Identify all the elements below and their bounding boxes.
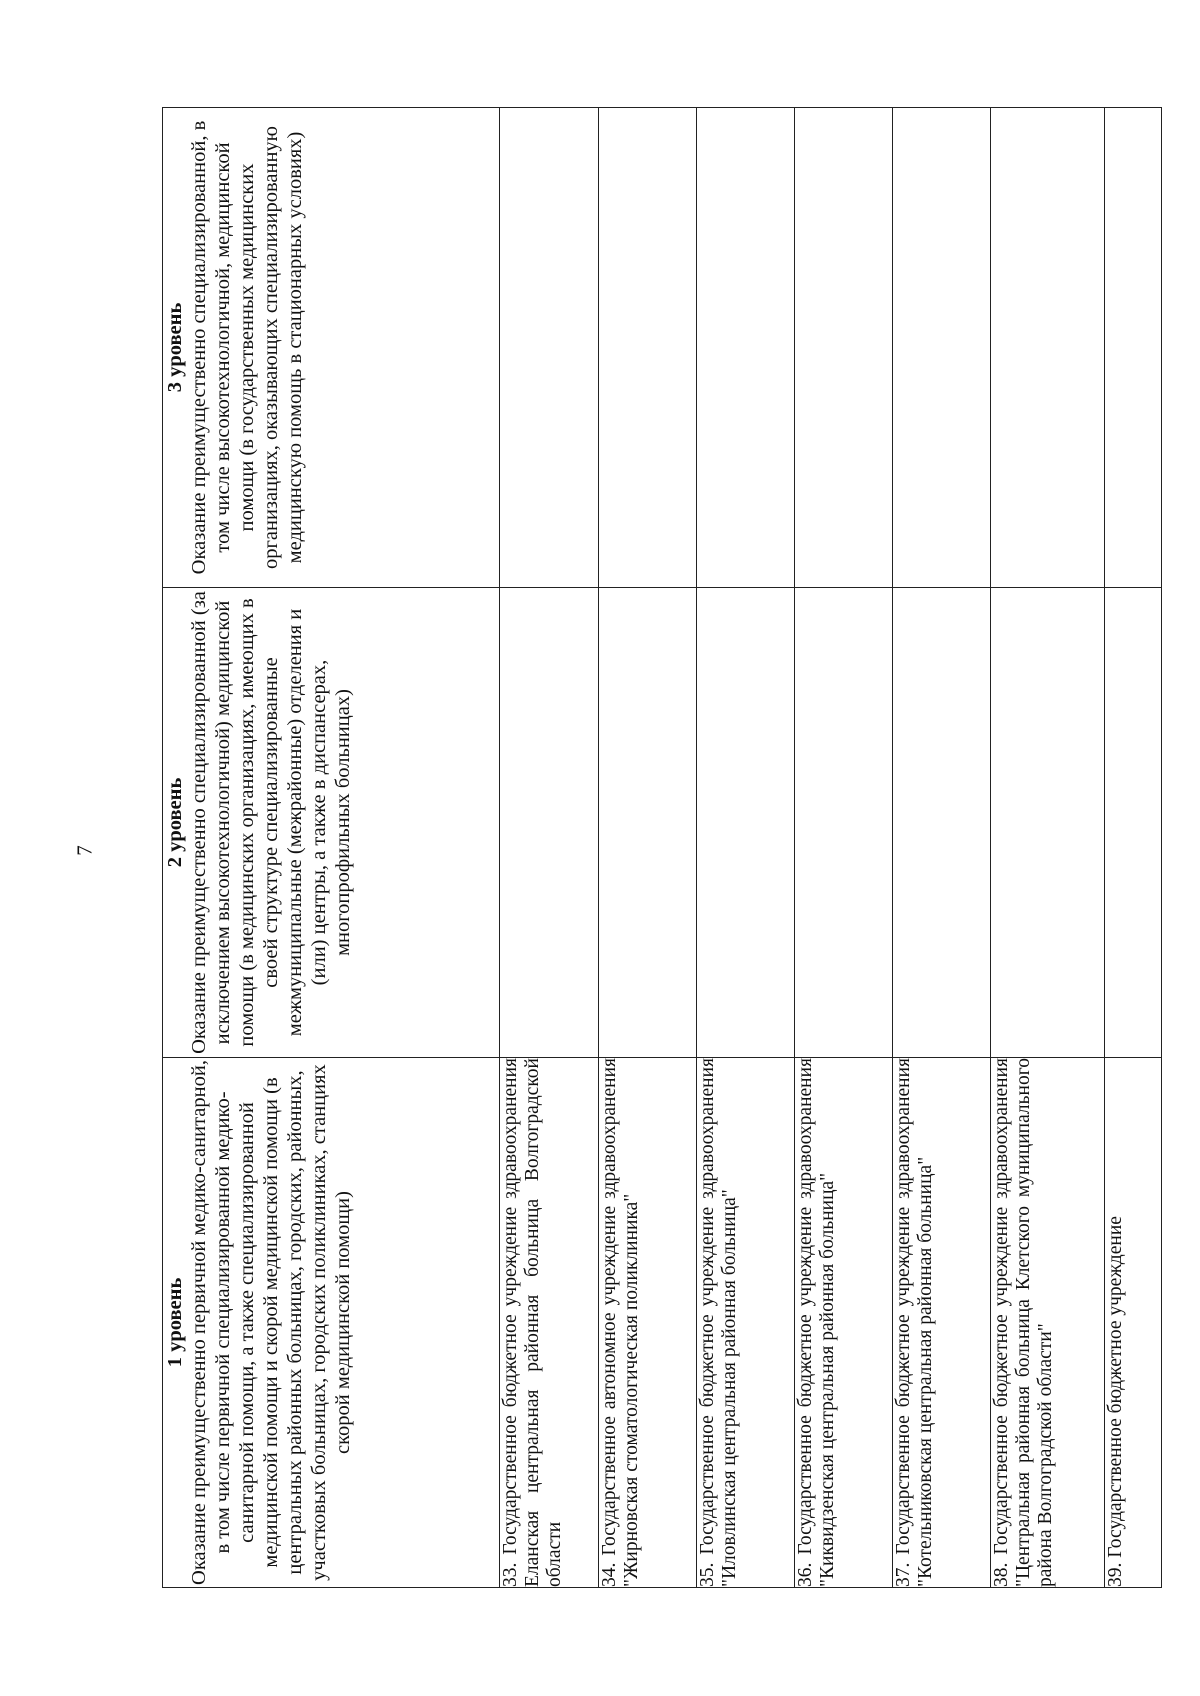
table-row — [500, 108, 598, 1588]
table-row — [794, 108, 892, 1588]
table-row — [1104, 108, 1161, 1588]
levels-table — [162, 107, 1162, 1588]
row-38-level-1: 38. Государственное бюджетное учреждение здравоохранения "Центральная районная больница Клетского муниципального района Волгоградской области" — [991, 1058, 1104, 1588]
row-33-level-2 — [500, 588, 598, 1058]
header-level-1-title: 1 уровень — [164, 1277, 186, 1368]
header-level-2-text: Оказание преимущественно специализированной (за исключением высокотехнологичной) медицинской помощи (в медицинских организациях, имеющих в своей структуре специализированные межмуниципальные (межрайонные) отделения и (или) центры, а также в диспансерах, многопрофильных больницах) — [188, 591, 354, 1054]
row-35-level-1: 35. Государственное бюджетное учреждение здравоохранения "Иловлинская центральная районная больница" — [696, 1058, 794, 1588]
row-38-level-3 — [991, 108, 1104, 588]
row-37-level-1: 37. Государственное бюджетное учреждение здравоохранения "Котельниковская центральная районная больница" — [893, 1058, 991, 1588]
header-level-3-title: 3 уровень — [164, 302, 186, 393]
table-row — [696, 108, 794, 1588]
header-level-1-text: Оказание преимущественно первичной медико-санитарной, в том числе первичной специализированной медико-санитарной помощи, а также специализированной медицинской помощи и скорой медицинской помощи (в центральных районных больницах, городских, районных, участковых больницах, городских поликлиниках, станциях скорой медицинской помощи) — [188, 1060, 354, 1585]
row-37-level-3 — [893, 108, 991, 588]
row-34-level-1: 34. Государственное автономное учреждение здравоохранения "Жирновская стоматологическая поликлиника" — [598, 1058, 696, 1588]
row-36-level-2 — [794, 588, 892, 1058]
header-level-3-text: Оказание преимущественно специализированной, в том числе высокотехнологичной, медицинской помощи (в государственных медицинских организациях, оказывающих специализированную медицинскую помощь в стационарных условиях) — [188, 120, 306, 575]
table-row — [598, 108, 696, 1588]
rotated-table-wrapper — [162, 108, 1162, 1588]
row-35-level-2 — [696, 588, 794, 1058]
row-34-level-3 — [598, 108, 696, 588]
row-33-level-3 — [500, 108, 598, 588]
table-header-row — [163, 108, 500, 1588]
header-level-2 — [163, 588, 500, 1058]
row-36-level-3 — [794, 108, 892, 588]
row-37-level-2 — [893, 588, 991, 1058]
header-level-3 — [163, 108, 500, 588]
table-row — [893, 108, 991, 1588]
row-39-level-2 — [1104, 588, 1161, 1058]
row-36-level-1: 36. Государственное бюджетное учреждение здравоохранения "Киквидзенская центральная районная больница" — [794, 1058, 892, 1588]
row-34-level-2 — [598, 588, 696, 1058]
row-33-level-1: 33. Государственное бюджетное учреждение здравоохранения Еланская центральная районная больница Волгоградской области — [500, 1058, 598, 1588]
row-39-level-1: 39. Государственное бюджетное учреждение — [1104, 1058, 1161, 1588]
row-39-level-3 — [1104, 108, 1161, 588]
row-35-level-3 — [696, 108, 794, 588]
row-38-level-2 — [991, 588, 1104, 1058]
page-number: 7 — [72, 845, 97, 856]
header-level-1 — [163, 1058, 500, 1588]
header-level-2-title: 2 уровень — [164, 777, 186, 868]
table-row — [991, 108, 1104, 1588]
